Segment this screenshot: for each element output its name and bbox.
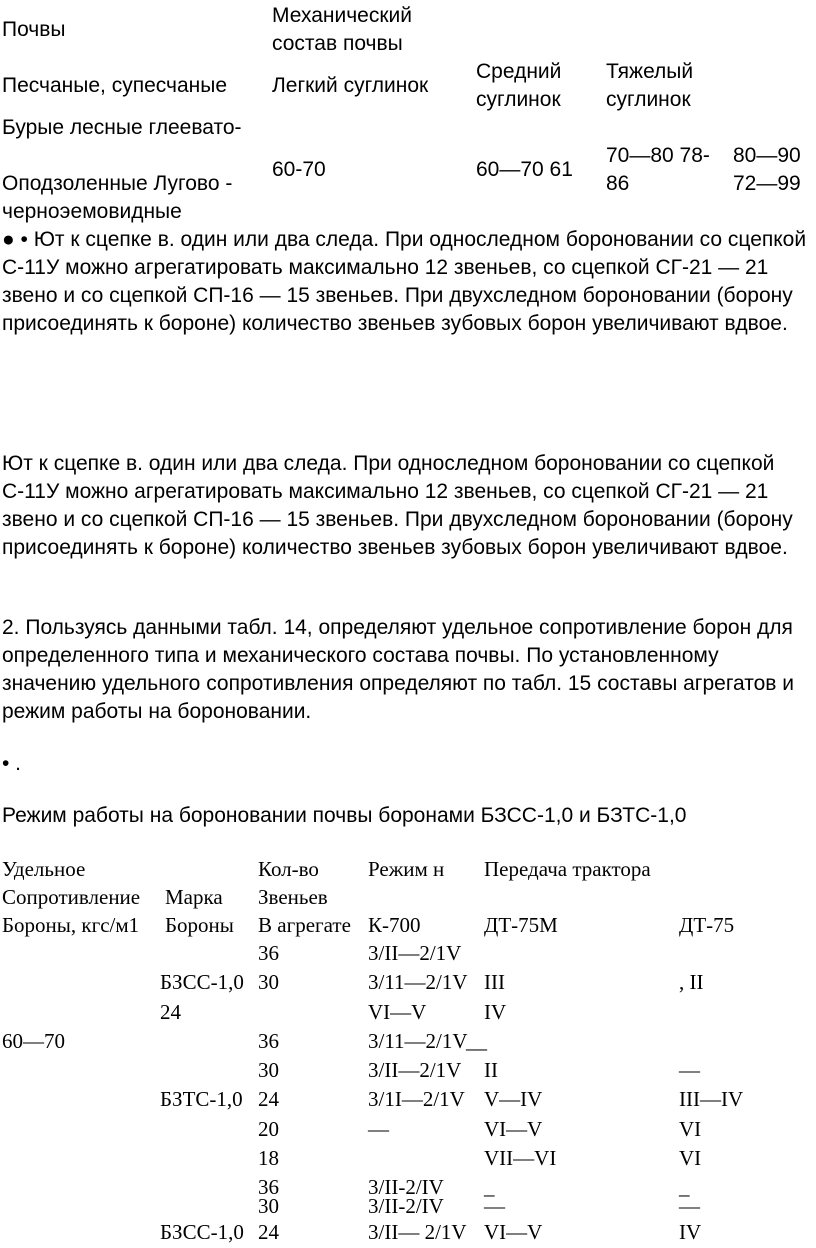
soil-header-soils: Почвы [2, 18, 66, 41]
regime-cell: — [679, 1194, 700, 1218]
regime-header-dt75m: ДТ-75М [484, 913, 558, 937]
regime-cell: VI [679, 1146, 702, 1170]
regime-header-count-3: В агрегате [258, 913, 351, 937]
soil-cell-medium-loam-1: Средний [476, 60, 562, 83]
regime-cell: III—IV [679, 1087, 744, 1111]
soil-cell-heavy-loam-2: суглинок [606, 88, 691, 111]
regime-cell: 3/II—2/1V [368, 941, 462, 965]
regime-cell: 30 [258, 970, 279, 994]
regime-cell: VI [679, 1117, 702, 1141]
regime-cell: V—IV [484, 1087, 543, 1111]
regime-header-resistance-1: Удельное [2, 857, 86, 881]
regime-cell: 30 [258, 1194, 279, 1218]
paragraph-bullet [2, 226, 812, 338]
regime-cell: 3/11—2/1V [368, 970, 468, 994]
regime-cell: 3/II-2/IV [368, 1194, 444, 1218]
bullet-dot: • . [2, 752, 22, 775]
regime-header-resistance-2: Сопротивление [2, 885, 141, 909]
regime-header-resistance-3: Бороны, кгс/м1 [2, 913, 140, 937]
regime-cell: 60—70 [2, 1029, 65, 1053]
soil-cell-value-extra-1: 80—90 [733, 144, 801, 167]
regime-cell: VI—V [484, 1117, 543, 1141]
regime-cell: 20 [258, 1117, 279, 1141]
paragraph-repeat-text: Ют к сцепке в. один или два следа. При односледном бороновании со сцепкой С-11У можно агрегатировать максимально 12 звеньев, со сцепкой СГ-21 — 21 звено и со сцепкой СП-16 — 15 звеньев. При двухследном бороновании (борону присоединять к бороне) количество звеньев зубовых борон увеличивают вдвое. [2, 452, 793, 559]
bullet-icon: ● [2, 228, 15, 251]
regime-cell: БЗСС-1,0 [160, 1220, 244, 1244]
regime-header-count-1: Кол-во [258, 857, 319, 881]
soil-cell-medium-loam-2: суглинок [476, 88, 561, 111]
paragraph-repeat [2, 450, 812, 562]
regime-cell: БЗТС-1,0 [160, 1087, 243, 1111]
regime-cell: 24 [258, 1220, 279, 1244]
regime-cell: 36 [258, 1029, 279, 1053]
regime-cell: II [484, 1058, 498, 1082]
regime-header-k700: К-700 [368, 913, 421, 937]
paragraph-instructions [2, 614, 812, 726]
regime-cell: 36 [258, 1175, 279, 1199]
regime-title: Режим работы на бороновании почвы боронами БЗСС-1,0 и БЗТС-1,0 [2, 804, 687, 827]
regime-cell: IV [484, 1000, 507, 1024]
regime-cell: 3/II—2/1V [368, 1058, 462, 1082]
regime-cell: 36 [258, 941, 279, 965]
regime-cell: 18 [258, 1146, 279, 1170]
regime-header-count-2: Звеньев [258, 885, 328, 909]
regime-cell: 30 [258, 1058, 279, 1082]
regime-cell: _ [484, 1175, 495, 1199]
soil-cell-chernozem: черноэемовидные [2, 200, 182, 223]
regime-header-brand-2: Бороны [165, 913, 234, 937]
regime-cell: БЗСС-1,0 [160, 970, 244, 994]
soil-cell-value-heavy-1: 70—80 78- [606, 144, 710, 167]
paragraph-instructions-text: 2. Пользуясь данными табл. 14, определяют удельное сопротивление борон для определенного типа и механического состава почвы. По установленному значению удельного сопротивления определяют по табл. 15 составы агрегатов и режим работы на бороновании. [2, 616, 795, 723]
soil-cell-heavy-loam-1: Тяжелый [606, 60, 694, 83]
regime-cell: VI—V [368, 1000, 427, 1024]
regime-cell: 3/1I—2/1V [368, 1087, 465, 1111]
regime-header-gear: Передача трактора [484, 857, 651, 881]
regime-cell: VI—V [484, 1220, 543, 1244]
regime-cell: IV [679, 1220, 702, 1244]
regime-header-brand-1: Марка [165, 885, 223, 909]
paragraph-bullet-lead: • Ют к сцепке в. один или два следа. [20, 228, 380, 251]
soil-cell-value-extra-2: 72—99 [733, 172, 801, 195]
regime-header-mode: Режим н [368, 857, 445, 881]
soil-header-mech-2: состав почвы [272, 32, 403, 55]
regime-cell: , II [679, 970, 704, 994]
regime-cell: III [484, 970, 505, 994]
soil-cell-light-loam: Легкий суглинок [272, 74, 429, 97]
soil-cell-value-medium: 60—70 61 [476, 158, 573, 181]
regime-cell: — [679, 1058, 700, 1082]
regime-cell: __ [466, 1029, 487, 1053]
soil-cell-podzolized: Оподзоленные Лугово - [2, 172, 233, 195]
regime-cell: _ [679, 1175, 690, 1199]
paragraph-bullet-rest: При односледном бороновании со сцепкой С-11У можно агрегатировать максимально 12 звеньев, со сцепкой СГ-21 — 21 звено и со сцепкой СП-16 — 15 звеньев. При двухследном бороновании (борону присоединять к бороне) количество звеньев зубовых борон увеличивают вдвое. [2, 228, 807, 335]
regime-cell: 3/II-2/IV [368, 1175, 444, 1199]
regime-cell: — [368, 1117, 389, 1141]
regime-header-dt75: ДТ-75 [679, 913, 735, 937]
regime-cell: 3/11—2/1V [368, 1029, 468, 1053]
soil-cell-brown: Бурые лесные глеевато- [2, 116, 242, 139]
soil-cell-value-heavy-2: 86 [606, 172, 630, 195]
soil-header-mech-1: Механический [272, 4, 412, 27]
soil-cell-value-light: 60-70 [272, 158, 326, 181]
regime-cell: 3/II— 2/1V [368, 1220, 467, 1244]
regime-cell: 24 [258, 1087, 279, 1111]
regime-cell: 24 [160, 1000, 181, 1024]
regime-cell: — [484, 1194, 505, 1218]
regime-cell: VII—VI [484, 1146, 557, 1170]
soil-cell-sandy: Песчаные, супесчаные [2, 74, 228, 97]
